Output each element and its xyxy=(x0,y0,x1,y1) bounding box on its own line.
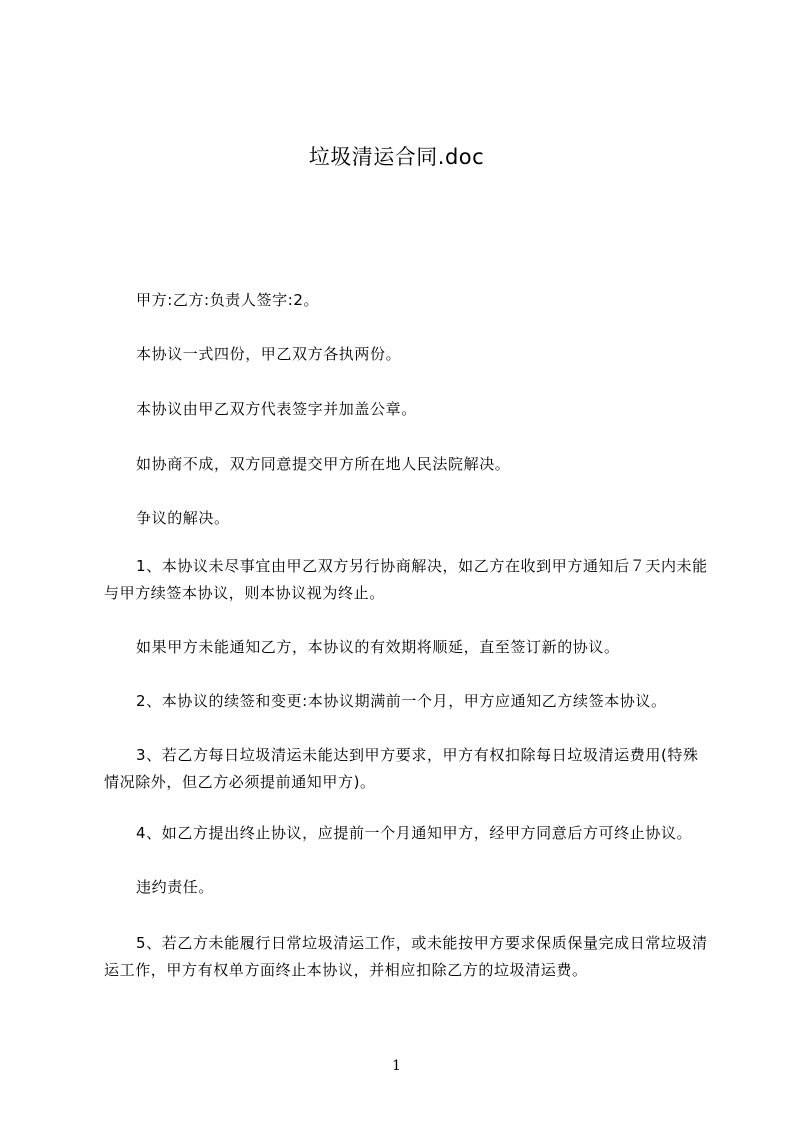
page-number: 1 xyxy=(392,1058,401,1074)
paragraph-court: 如协商不成，双方同意提交甲方所在地人民法院解决。 xyxy=(136,455,511,473)
paragraph-clause-5: 5、若乙方未能履行日常垃圾清运工作，或未能按甲方要求保质保量完成日常垃圾清运工作，甲方有权单方面终止本协议，并相应扣除乙方的垃圾清运费。 xyxy=(104,934,708,979)
paragraph-clause-1: 1、本协议未尽事宜由甲乙双方另行协商解决，如乙方在收到甲方通知后７天内未能与甲方续签本协议，则本协议视为终止。 xyxy=(104,557,708,602)
document-title: 垃圾清运合同.doc xyxy=(308,145,485,169)
paragraph-liability-heading: 违约责任。 xyxy=(136,878,215,896)
paragraph-clause-4: 4、如乙方提出终止协议，应提前一个月通知甲方，经甲方同意后方可终止协议。 xyxy=(136,824,693,842)
paragraph-extension: 如果甲方未能通知乙方，本协议的有效期将顺延，直至签订新的协议。 xyxy=(136,638,620,656)
paragraph-clause-3: 3、若乙方每日垃圾清运未能达到甲方要求，甲方有权扣除每日垃圾清运费用(特殊情况除外，但乙方必须提前通知甲方)。 xyxy=(104,746,699,791)
paragraph-signatures: 甲方:乙方:负责人签字:2。 xyxy=(136,291,320,309)
paragraph-dispute-heading: 争议的解决。 xyxy=(136,509,230,527)
paragraph-seal: 本协议由甲乙双方代表签字并加盖公章。 xyxy=(136,400,417,418)
paragraph-copies: 本协议一式四份，甲乙双方各执两份。 xyxy=(136,345,402,363)
paragraph-clause-2: 2、本协议的续签和变更:本协议期满前一个月，甲方应通知乙方续签本协议。 xyxy=(136,692,667,710)
